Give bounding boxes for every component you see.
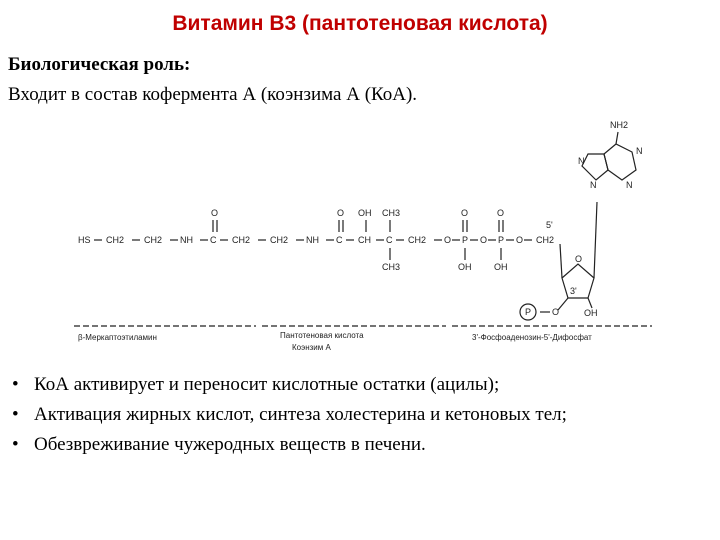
segment-phosphoadenosine-diphosphate: 3'-Фосфоаденозин-5'-Дифосфат	[472, 333, 592, 342]
chain-ch2: CH2	[106, 235, 125, 245]
chain-ch2: CH2	[232, 235, 251, 245]
ribose-o: O	[575, 254, 583, 264]
chain-c: C	[386, 235, 393, 245]
section-heading: Биологическая роль:	[8, 54, 191, 75]
intro-text: Входит в состав кофермента А (коэнзима А (КоА).	[8, 84, 418, 105]
chain-ch2: CH2	[144, 235, 163, 245]
chain-p: P	[462, 235, 469, 245]
chain-nh: NH	[306, 235, 319, 245]
adenine-n: N	[626, 180, 633, 190]
chain-nh: NH	[180, 235, 193, 245]
slide-title: Витамин В3 (пантотеновая кислота)	[172, 12, 548, 35]
bullet-item: • Обезвреживание чужеродных веществ в печени.	[12, 434, 426, 455]
coenzyme-a-structure	[70, 118, 660, 358]
carbonyl-o: O	[337, 208, 345, 218]
phosphate-oh: OH	[458, 262, 472, 272]
carbonyl-o: O	[211, 208, 219, 218]
chain-p: P	[498, 235, 505, 245]
chain-ch2: CH2	[270, 235, 289, 245]
bullet-marker: •	[12, 404, 19, 425]
adenine-nh2: NH2	[610, 120, 629, 130]
methyl: CH3	[382, 208, 401, 218]
ribose-3-o: O	[552, 307, 560, 317]
chain-ch2: CH2	[408, 235, 427, 245]
hydroxyl: OH	[358, 208, 372, 218]
segment-coenzyme-a: Коэнзим А	[292, 343, 331, 352]
segment-pantothenic-acid: Пантотеновая кислота	[280, 331, 364, 340]
phosphate-o: O	[461, 208, 469, 218]
phosphate-oh: OH	[494, 262, 508, 272]
bullet-item: • КоА активирует и переносит кислотные остатки (ацилы);	[12, 374, 500, 395]
ribose-5-prime: 5'	[546, 220, 553, 230]
methyl: CH3	[382, 262, 401, 272]
ribose-3-prime: 3'	[570, 286, 577, 296]
bullet-marker: •	[12, 434, 19, 455]
segment-mercaptoethylamine: β-Меркаптоэтиламин	[78, 333, 157, 342]
adenine-n: N	[590, 180, 597, 190]
chain-c: C	[336, 235, 343, 245]
adenine-n: N	[578, 156, 585, 166]
chain-c: C	[210, 235, 217, 245]
bullet-marker: •	[12, 374, 19, 395]
ribose-oh: OH	[584, 308, 598, 318]
phosphate-o: O	[497, 208, 505, 218]
adenine-n: N	[636, 146, 643, 156]
chain-o: O	[516, 235, 524, 245]
chain-ch: CH	[358, 235, 371, 245]
chain-ch2: CH2	[536, 235, 555, 245]
chain-o: O	[480, 235, 488, 245]
chain-hs: HS	[78, 235, 91, 245]
ribose-phosphate: P	[525, 307, 532, 317]
bullet-item: • Активация жирных кислот, синтеза холестерина и кетоновых тел;	[12, 404, 567, 425]
chain-o: O	[444, 235, 452, 245]
bullet-list	[8, 374, 720, 464]
